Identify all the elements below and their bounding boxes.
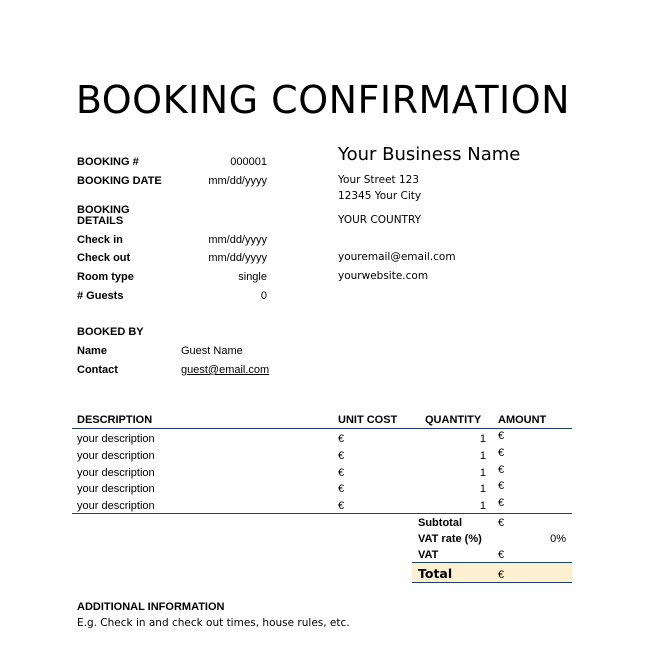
row-quantity[interactable]: 1 xyxy=(479,483,486,495)
row-amount: € xyxy=(498,497,505,509)
booked-by-heading: BOOKED BY xyxy=(77,326,144,338)
total-bottom-rule xyxy=(412,582,572,583)
guests-value[interactable]: 0 xyxy=(260,290,267,302)
row-amount: € xyxy=(498,447,505,459)
total-value: € xyxy=(498,569,505,581)
guests-label: # Guests xyxy=(77,290,124,302)
checkout-value[interactable]: mm/dd/yyyy xyxy=(208,252,267,264)
row-description[interactable]: your description xyxy=(77,467,155,479)
business-website[interactable]: yourwebsite.com xyxy=(338,270,429,282)
row-quantity[interactable]: 1 xyxy=(479,500,486,512)
booking-details-heading-line2: DETAILS xyxy=(77,215,124,227)
subtotal-label: Subtotal xyxy=(418,517,462,529)
guest-email-link[interactable]: guest@email.com xyxy=(181,364,270,376)
row-quantity[interactable]: 1 xyxy=(479,433,486,445)
guest-contact-label: Contact xyxy=(77,364,118,376)
vat-rate-value[interactable]: 0% xyxy=(550,533,566,545)
col-header-quantity: QUANTITY xyxy=(425,414,482,426)
row-description[interactable]: your description xyxy=(77,450,155,462)
business-email[interactable]: youremail@email.com xyxy=(338,251,456,263)
row-amount: € xyxy=(498,430,505,442)
col-header-amount: AMOUNT xyxy=(498,414,547,426)
room-type-value[interactable]: single xyxy=(238,271,267,283)
booking-number-label: BOOKING # xyxy=(77,156,139,168)
row-description[interactable]: your description xyxy=(77,483,155,495)
vat-value: € xyxy=(498,549,505,561)
checkout-label: Check out xyxy=(77,252,131,264)
page-title: BOOKING CONFIRMATION xyxy=(75,78,571,122)
additional-info-heading: ADDITIONAL INFORMATION xyxy=(77,601,225,613)
col-header-description: DESCRIPTION xyxy=(77,414,153,426)
business-name: Your Business Name xyxy=(338,144,521,165)
guest-name-label: Name xyxy=(77,345,107,357)
business-country: YOUR COUNTRY xyxy=(338,214,422,226)
row-description[interactable]: your description xyxy=(77,433,155,445)
row-unit-cost[interactable]: € xyxy=(338,467,345,479)
guest-name-value[interactable]: Guest Name xyxy=(181,345,243,357)
row-unit-cost[interactable]: € xyxy=(338,483,345,495)
booking-number-value[interactable]: 000001 xyxy=(230,156,267,168)
booking-date-label: BOOKING DATE xyxy=(77,175,162,187)
booking-details-heading-line1: BOOKING xyxy=(77,204,130,216)
table-header-rule xyxy=(72,428,572,429)
checkin-value[interactable]: mm/dd/yyyy xyxy=(208,234,267,246)
row-description[interactable]: your description xyxy=(77,500,155,512)
total-label: Total xyxy=(418,566,453,581)
table-bottom-rule xyxy=(72,513,572,514)
vat-label: VAT xyxy=(418,549,439,561)
additional-info-text[interactable]: E.g. Check in and check out times, house rules, etc. xyxy=(77,617,350,629)
room-type-label: Room type xyxy=(77,271,134,283)
subtotal-value: € xyxy=(498,517,505,529)
vat-rate-label: VAT rate (%) xyxy=(418,533,482,545)
row-unit-cost[interactable]: € xyxy=(338,450,345,462)
total-top-rule xyxy=(412,562,572,563)
col-header-unit-cost: UNIT COST xyxy=(338,414,398,426)
row-quantity[interactable]: 1 xyxy=(479,467,486,479)
row-unit-cost[interactable]: € xyxy=(338,500,345,512)
business-street: Your Street 123 xyxy=(338,174,420,186)
row-unit-cost[interactable]: € xyxy=(338,433,345,445)
checkin-label: Check in xyxy=(77,234,123,246)
row-quantity[interactable]: 1 xyxy=(479,450,486,462)
business-city: 12345 Your City xyxy=(338,190,422,202)
booking-date-value[interactable]: mm/dd/yyyy xyxy=(208,175,267,187)
row-amount: € xyxy=(498,464,505,476)
row-amount: € xyxy=(498,480,505,492)
